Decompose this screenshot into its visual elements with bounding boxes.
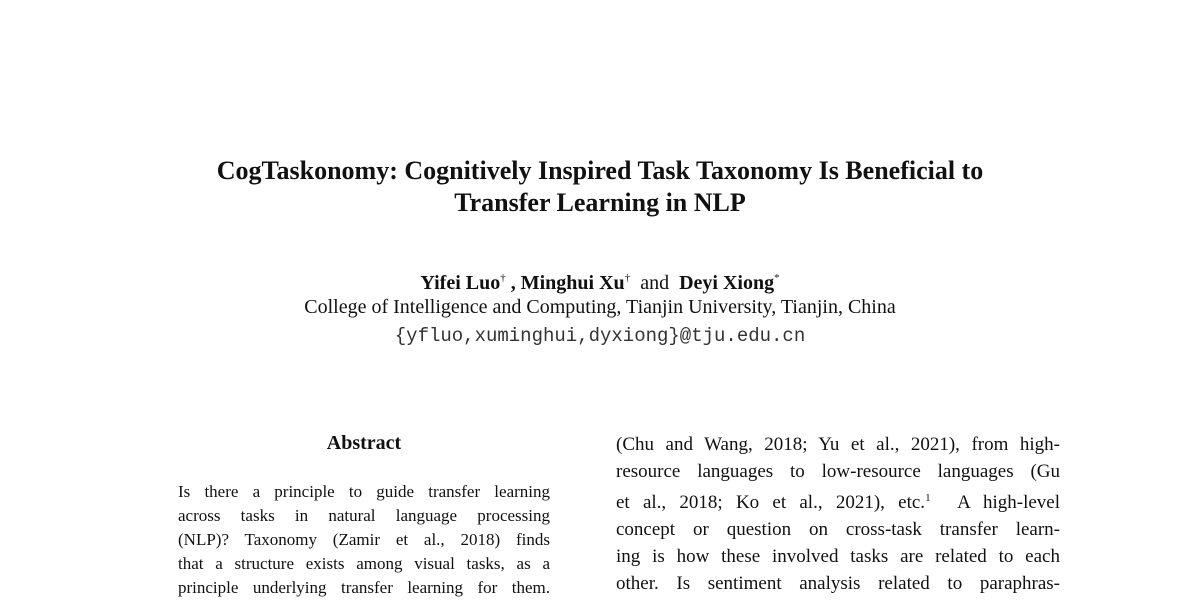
affiliation: College of Intelligence and Computing, Tianjin University, Tianjin, China [304, 296, 896, 318]
intro-line: concept or question on cross-task transfer learn- [616, 519, 1060, 540]
intro-line: (Chu and Wang, 2018; Yu et al., 2021), from high- [616, 434, 1060, 455]
intro-line-text: A high-level [957, 492, 1061, 513]
author-separator: , [510, 272, 516, 294]
author-mark: † [624, 272, 631, 284]
abstract-line: Is there a principle to guide transfer learning [178, 482, 550, 501]
author-mark: † [500, 272, 506, 284]
abstract-line: across tasks in natural language processing [178, 506, 550, 525]
author-name: Yifei Luo [420, 272, 501, 294]
paper-title-line-1: CogTaskonomy: Cognitively Inspired Task Taxonomy Is Beneficial to [216, 156, 984, 185]
intro-line: ing is how these involved tasks are related to each [616, 546, 1060, 567]
author-name: Minghui Xu [520, 272, 625, 294]
paper-title [0, 155, 1200, 219]
author-name: Deyi Xiong [679, 272, 775, 294]
intro-line: other. Is sentiment analysis related to paraphras- [616, 573, 1060, 594]
abstract-heading: Abstract [326, 432, 402, 454]
footnote-mark: 1 [925, 492, 931, 504]
author-list [0, 265, 1200, 296]
intro-line: resource languages to low-resource languages (Gu [616, 461, 1060, 482]
author-mark: * [774, 272, 780, 284]
email-address: {yfluo,xuminghui,dyxiong}@tju.edu.cn [394, 325, 806, 347]
intro-line [616, 485, 1060, 516]
abstract-line: that a structure exists among visual tasks, as a [178, 554, 550, 573]
abstract-body [178, 480, 550, 600]
abstract-line: principle underlying transfer learning for them. [178, 578, 550, 597]
paper-title-line-2: Transfer Learning in NLP [454, 188, 746, 217]
abstract-line: (NLP)? Taxonomy (Zamir et al., 2018) finds [178, 530, 550, 549]
intro-column [616, 431, 1060, 597]
intro-line-text: et al., 2018; Ko et al., 2021), etc. [616, 492, 926, 513]
author-and: and [640, 272, 670, 294]
